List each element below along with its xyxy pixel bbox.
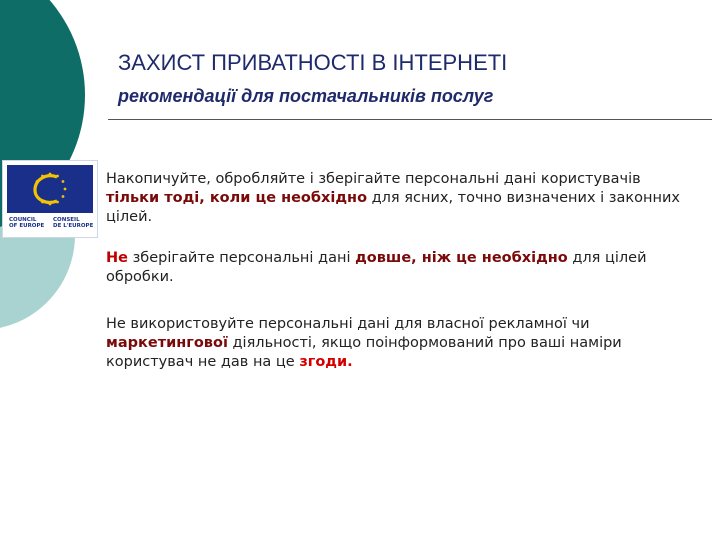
text: зберігайте персональні дані	[127, 250, 356, 266]
logo-caption-fr-line: DE L'EUROPE	[53, 223, 94, 229]
star-icon	[62, 195, 65, 198]
recommendation-item	[106, 170, 696, 227]
logo-caption-en	[9, 217, 44, 229]
star-icon	[62, 180, 65, 183]
recommendation-item	[106, 249, 696, 287]
logo-caption-en-line: COUNCIL	[9, 217, 37, 223]
text: для цілей обробки.	[106, 250, 647, 285]
title-divider	[108, 119, 712, 120]
emphasis: довше, ніж це необхідно	[355, 250, 568, 266]
text: Не використовуйте персональні дані для власної рекламної чи	[106, 316, 590, 332]
logo-caption-fr	[53, 217, 93, 229]
page-title: ЗАХИСТ ПРИВАТНОСТІ В ІНТЕРНЕТІ	[118, 50, 508, 75]
recommendation-item	[106, 315, 696, 372]
logo-caption-en-line: OF EUROPE	[9, 223, 45, 229]
council-of-europe-logo	[2, 160, 98, 238]
decorative-side-graphic	[0, 0, 110, 540]
eu-flag-emblem	[7, 165, 93, 213]
emphasis: тільки тоді, коли це необхідно	[106, 190, 368, 206]
stars-circle-icon	[7, 165, 93, 213]
text: діяльності, якщо поінформований про ваші наміри користувач не дав на це	[106, 335, 622, 370]
recommendations-list	[106, 170, 696, 399]
negation: Не	[106, 250, 128, 266]
text: для ясних, точно визначених і законних цілей.	[106, 190, 680, 225]
logo-caption-fr-line: CONSEIL	[53, 217, 80, 223]
emphasis: згоди.	[299, 354, 353, 370]
star-icon	[64, 188, 67, 191]
text: Накопичуйте, обробляйте і зберігайте персональні дані користувачів	[106, 171, 641, 187]
emphasis: маркетингової	[106, 335, 228, 351]
teal-circles-graphic	[0, 0, 110, 540]
page-subtitle: рекомендації для постачальників послуг	[118, 86, 494, 106]
